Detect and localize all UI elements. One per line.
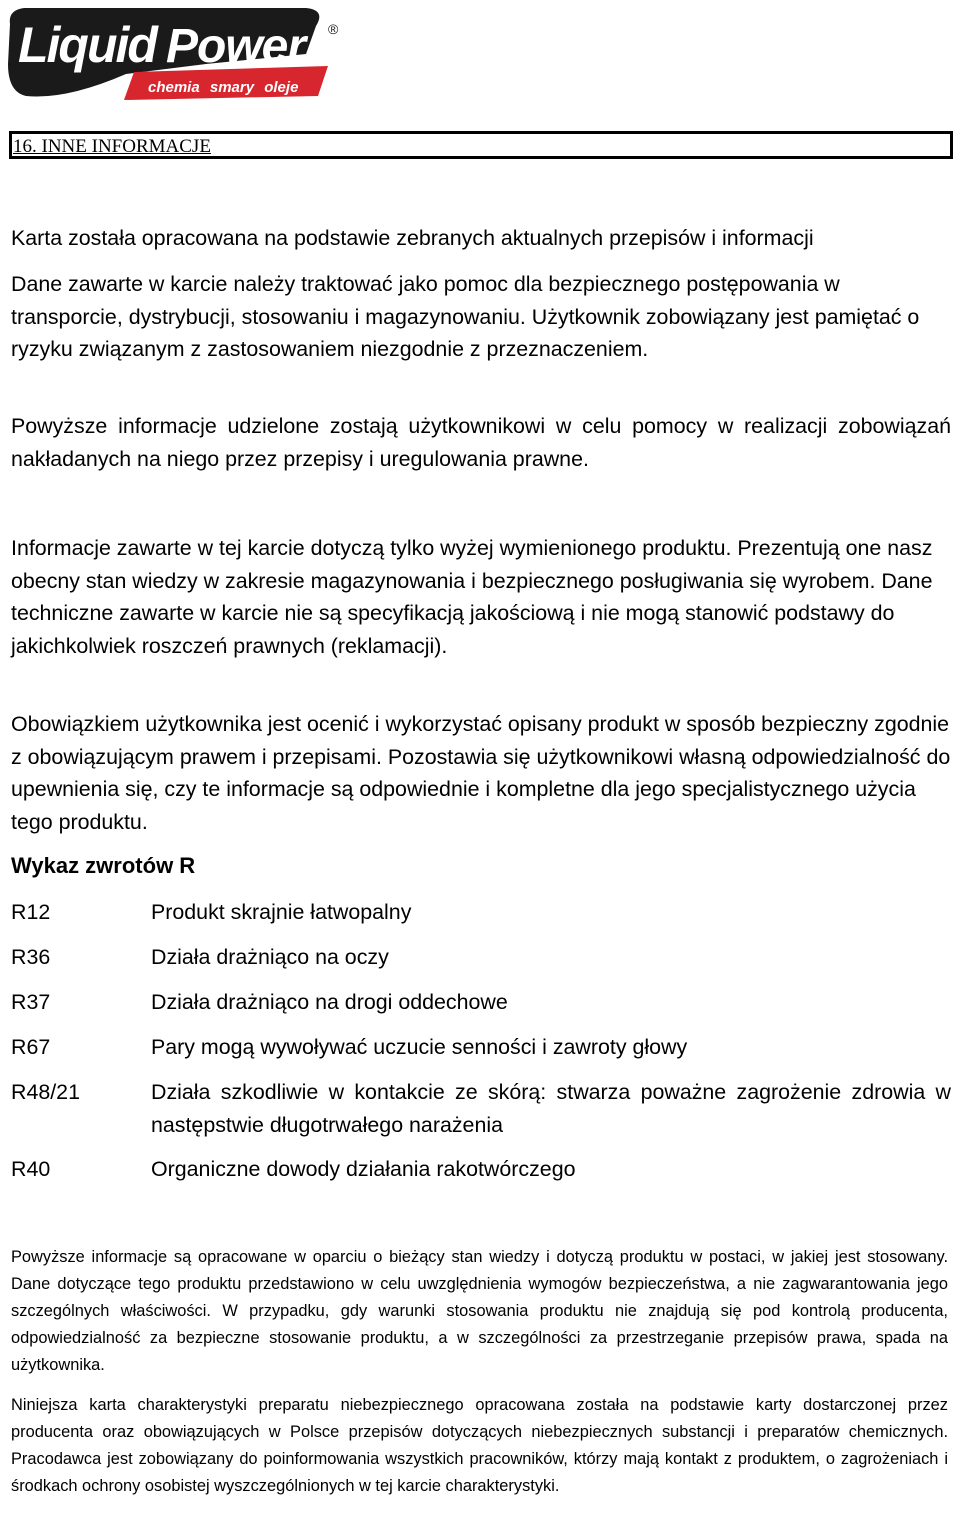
paragraph-1: Karta została opracowana na podstawie zebranych aktualnych przepisów i informacji: [11, 226, 814, 250]
r-phrase-code: R12: [11, 900, 51, 924]
r-phrase-text: Produkt skrajnie łatwopalny: [151, 900, 412, 924]
section-title: 16. INNE INFORMACJE: [13, 136, 211, 157]
logo-text-power: Power: [166, 20, 306, 73]
r-phrase-text: Organiczne dowody działania rakotwórczego: [151, 1157, 576, 1181]
r-phrase-code: R36: [11, 945, 51, 969]
logo-text-liquid: Liquid: [18, 17, 156, 73]
footer-paragraph-2: Niniejsza karta charakterystyki preparatu niebezpiecznego opracowana została na podstawie karty dostarczonej przez producenta oraz obowiązujących w Polsce przepisów dotyczących niebezpiecznych substancji i preparatów chemicznych. Pracodawca jest zobowiązany do poinformowania wszystkich pracowników, którzy mają kontakt z produktem, o zagrożeniach i środkach ochrony osobistej wyszczególnionych w tej karcie charakterystyki.: [11, 1396, 948, 1495]
r-phrase-text: Działa drażniąco na drogi oddechowe: [151, 990, 508, 1014]
r-phrase-code: R40: [11, 1157, 51, 1181]
footer-paragraph-1: Powyższe informacje są opracowane w oparciu o bieżący stan wiedzy i dotyczą produktu w postaci, w jakiej jest stosowany. Dane dotyczące tego produktu przedstawiono w celu uwzględnienia wymogów bezpieczeństwa, a nie zagwarantowania jego szczególnych właściwości. W przypadku, gdy warunki stosowania produktu nie znajdują się pod kontrolą producenta, odpowiedzialność za bezpieczne stosowanie produktu, a w szczególności za przestrzeganie przepisów prawa, spada na użytkownika.: [11, 1248, 948, 1374]
r-phrase-code: R48/21: [11, 1080, 80, 1104]
section-header: [9, 131, 953, 159]
r-phrase-code: R37: [11, 990, 51, 1014]
r-phrases-heading: Wykaz zwrotów R: [11, 853, 196, 878]
paragraph-2: Dane zawarte w karcie należy traktować jako pomoc dla bezpiecznego postępowania w transporcie, dystrybucji, stosowaniu i magazynowaniu. Użytkownik zobowiązany jest pamiętać o ryzyku związanym z zastosowaniem niezgodnie z przeznaczeniem.: [11, 272, 920, 361]
r-phrase-text: Działa szkodliwie w kontakcie ze skórą: stwarza poważne zagrożenie zdrowia w następstwie długotrwałego narażenia: [151, 1080, 951, 1137]
paragraph-3: Powyższe informacje udzielone zostają użytkownikowi w celu pomocy w realizacji zobowiązań nakładanych na niego przez przepisy i uregulowania prawne.: [11, 414, 951, 471]
logo-registered-mark: ®: [328, 21, 339, 37]
paragraph-4: Informacje zawarte w tej karcie dotyczą tylko wyżej wymienionego produktu. Prezentują one nasz obecny stan wiedzy w zakresie magazynowania i bezpiecznego posługiwania się wyrobem. Dane techniczne zawarte w karcie nie są specyfikacją jakościową i nie mogą stanowić podstawy do jakichkolwiek roszczeń prawnych (reklamacji).: [11, 536, 933, 658]
r-phrase-code: R67: [11, 1035, 51, 1059]
logo-tagline: chemia smary oleje: [148, 79, 299, 96]
paragraph-5: Obowiązkiem użytkownika jest ocenić i wykorzystać opisany produkt w sposób bezpieczny zgodnie z obowiązującym prawem i przepisami. Pozostawia się użytkownikowi własną odpowiedzialność do upewnienia się, czy te informacje są odpowiednie i kompletne dla jego specjalistycznego użycia tego produktu.: [11, 712, 951, 834]
liquid-power-logo: [6, 4, 342, 102]
r-phrase-text: Pary mogą wywoływać uczucie senności i zawroty głowy: [151, 1035, 688, 1059]
r-phrase-text: Działa drażniąco na oczy: [151, 945, 389, 969]
